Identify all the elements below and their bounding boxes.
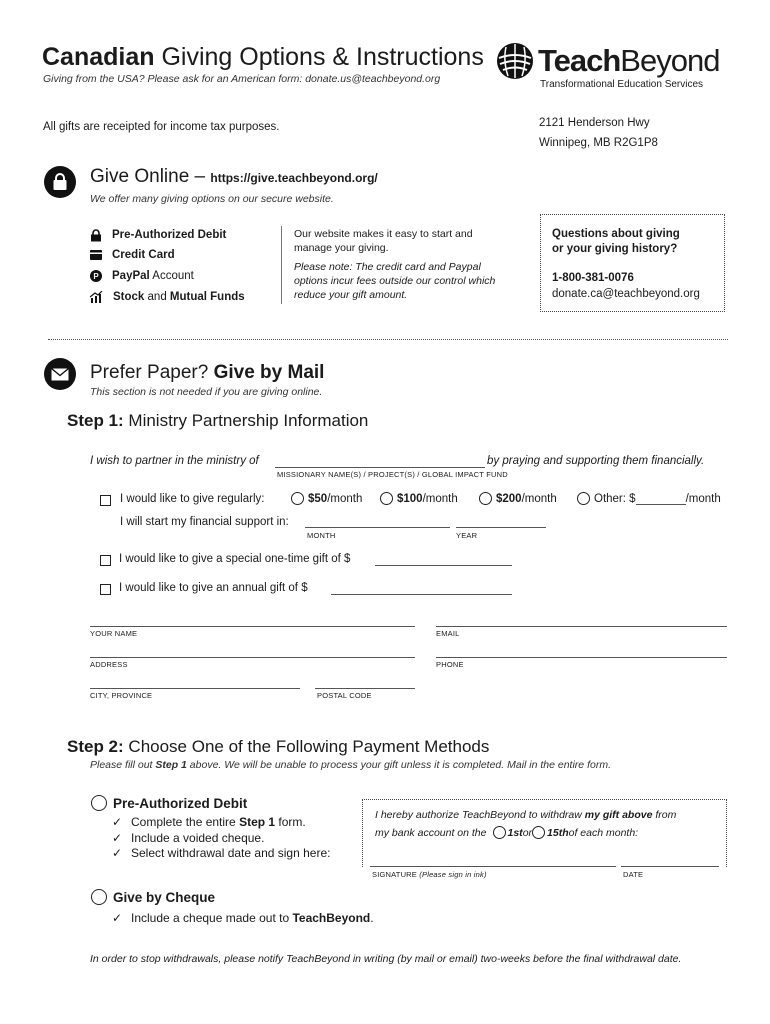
radio-other[interactable] [577,492,590,505]
missionary-name-input[interactable] [275,467,485,468]
your-name-input[interactable] [90,626,415,627]
pad-title: Pre-Authorized Debit [113,795,248,811]
annual-gift-input[interactable] [331,594,512,595]
cheque-step: ✓ Include a cheque made out to TeachBeyond. [112,911,374,925]
signature-caption: SIGNATURE (Please sign in ink) [372,870,487,879]
onetime-gift-input[interactable] [375,565,512,566]
phone-input[interactable] [436,657,727,658]
teachbeyond-logo [496,42,736,94]
questions-box [540,214,725,312]
pad-step-1: ✓ Complete the entire Step 1 form. [112,815,306,829]
step2-heading: Step 2: Choose One of the Following Payment Methods [67,737,490,756]
phone-caption: PHONE [436,660,464,669]
your-name-caption: YOUR NAME [90,629,138,638]
pad-option[interactable] [91,795,247,811]
annual-gift-label: I would like to give an annual gift of $ [119,582,308,594]
logo-text-rest: Beyond [620,43,720,78]
fee-note: Please note: The credit card and Paypal options incur fees outside our control which reduce your gift amount. [294,261,496,301]
online-options-list [90,225,270,307]
date-caption: DATE [623,870,644,879]
stock-chart-icon [90,291,103,303]
year-caption: YEAR [456,531,478,540]
questions-email[interactable]: donate.ca@teachbeyond.org [552,288,700,300]
address-caption: ADDRESS [90,660,128,669]
onetime-gift-label: I would like to give a special one-time gift of $ [119,553,351,565]
option-stock: Stock and Mutual Funds [90,286,270,307]
postal-code-caption: POSTAL CODE [317,691,372,700]
globe-logo-icon [496,42,534,80]
section-divider [48,339,728,340]
lock-small-icon [90,229,102,242]
auth-line2: my bank account on the 1st or 15th of each month: [375,826,639,839]
give-by-mail-subtitle: This section is not needed if you are giving online. [90,386,323,398]
amount-option-50[interactable]: $50/month [291,492,362,505]
usa-note: Giving from the USA? Please ask for an American form: donate.us@teachbeyond.org [43,73,441,85]
day-1st-radio[interactable] [493,826,506,839]
pad-step-2: ✓ Include a voided cheque. [112,830,265,845]
regular-giving-label: I would like to give regularly: [120,493,265,505]
option-paypal: P PayPal Account [90,265,270,286]
partner-line: I wish to partner in the ministry of [90,455,259,467]
email-input[interactable] [436,626,727,627]
give-online-subtitle: We offer many giving options on our secure website. [90,193,334,205]
address-input[interactable] [90,657,415,658]
regular-giving-checkbox[interactable] [100,495,111,506]
start-label: I will start my financial support in: [120,516,289,528]
questions-phone[interactable]: 1-800-381-0076 [552,272,634,284]
annual-gift-checkbox[interactable] [100,584,111,595]
logo-text-bold: Teach [538,43,621,78]
radio-200[interactable] [479,492,492,505]
questions-line2: or your giving history? [552,243,678,255]
radio-50[interactable] [291,492,304,505]
credit-card-icon [90,250,102,260]
radio-100[interactable] [380,492,393,505]
option-pad: Pre-Authorized Debit [90,225,270,245]
day-15th-radio[interactable] [532,826,545,839]
step1-heading: Step 1: Ministry Partnership Information [67,411,369,430]
month-input[interactable] [305,527,450,528]
cheque-radio[interactable] [91,889,107,905]
website-note: Our website makes it easy to start and manage your giving. [294,228,473,254]
questions-line1: Questions about giving [552,228,680,240]
year-input[interactable] [456,527,546,528]
receipt-note: All gifts are receipted for income tax purposes. [43,121,280,133]
online-divider [281,226,282,304]
option-credit-card: Credit Card [90,245,270,265]
paypal-icon [90,270,102,282]
logo-tagline: Transformational Education Services [540,79,704,90]
postal-code-input[interactable] [315,688,415,689]
authorization-box [362,799,727,867]
give-by-mail-heading: Prefer Paper? Give by Mail [90,362,325,383]
envelope-icon [44,358,76,390]
auth-line1: I hereby authorize TeachBeyond to withdraw my gift above from [375,809,677,821]
city-province-caption: CITY, PROVINCE [90,691,153,700]
svg-text:P: P [93,271,99,281]
amount-option-200[interactable]: $200/month [479,492,557,505]
step2-note: Please fill out Step 1 above. We will be unable to process your gift unless it is completed. Mail in the entire form. [90,759,611,771]
email-caption: EMAIL [436,629,460,638]
pad-radio[interactable] [91,795,107,811]
give-online-heading: Give Online – https://give.teachbeyond.org/ [90,166,378,187]
lock-icon [44,166,76,198]
city-province-input[interactable] [90,688,300,689]
address-line1: 2121 Henderson Hwy [539,117,650,129]
partner-suffix: by praying and supporting them financially. [487,455,705,467]
date-input[interactable] [621,866,719,867]
amount-option-100[interactable]: $100/month [380,492,458,505]
page-title: Canadian Giving Options & Instructions [42,43,484,71]
amount-option-other[interactable]: Other: $ /month [577,492,721,505]
month-caption: MONTH [307,531,336,540]
address-line2: Winnipeg, MB R2G1P8 [539,137,658,149]
pad-steps-list [112,815,330,862]
missionary-caption: MISSIONARY NAME(S) / PROJECT(S) / GLOBAL IMPACT FUND [277,470,508,479]
cheque-option[interactable] [91,889,215,905]
other-amount-input[interactable] [636,492,686,505]
signature-input[interactable] [370,866,616,867]
cheque-title: Give by Cheque [113,889,216,905]
give-online-url[interactable]: https://give.teachbeyond.org/ [210,171,378,185]
onetime-gift-checkbox[interactable] [100,555,111,566]
stop-withdrawals-note: In order to stop withdrawals, please notify TeachBeyond in writing (by mail or email) two-weeks before the final withdrawal date. [90,953,682,965]
pad-step-3: ✓ Select withdrawal date and sign here: [112,846,331,860]
